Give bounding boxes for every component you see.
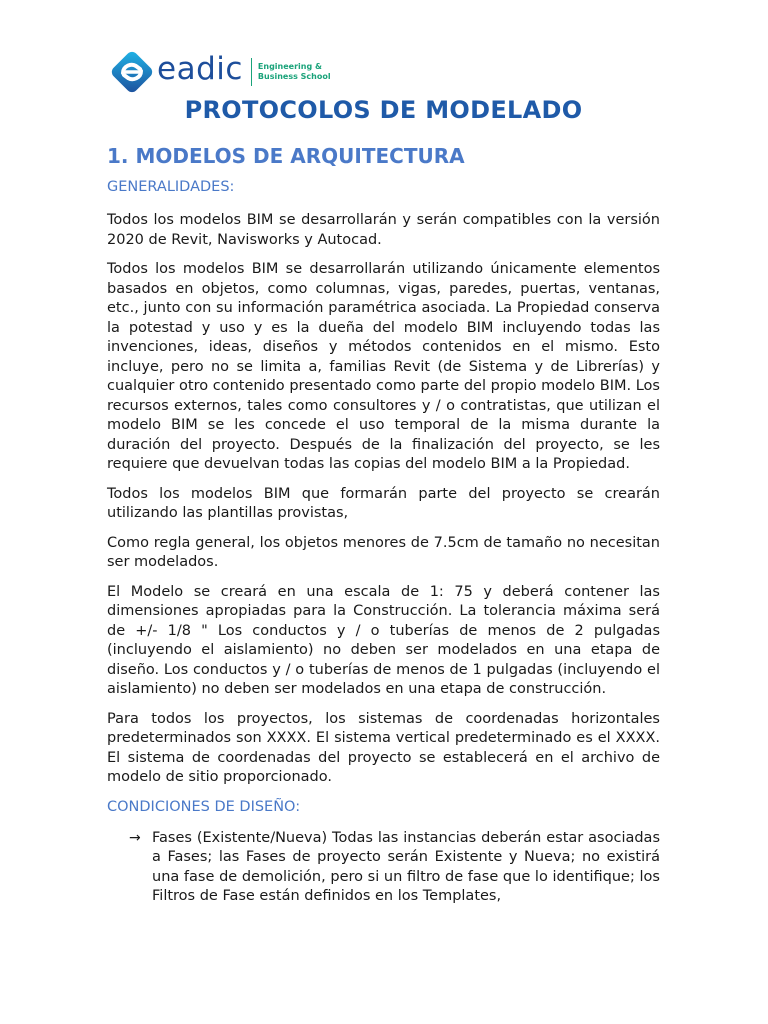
arrow-right-icon: → [129,829,141,846]
paragraph: Todos los modelos BIM se desarrollarán utilizando únicamente elementos basados en objetos, como columnas, vigas, paredes, puertas, ventanas, etc., junto con su información paramétrica asociada. La Propiedad conserva la potestad y uso y es la dueña del modelo BIM incluyendo todas las invenciones, ideas, diseños y métodos contenidos en el mismo. Esto incluye, pero no se limita a, familias Revit (de Sistema y de Librerías) y cualquier otro contenido presentado como parte del propio modelo BIM. Los recursos externos, tales como consultores y / o contratistas, que utilizan el modelo BIM se les concede el uso temporal de la misma durante la duración del proyecto. Después de la finalización del proyecto, se les requiere que devuelvan todas las copias del modelo BIM a la Propiedad. [107,261,660,472]
paragraph: El Modelo se creará en una escala de 1: 75 y deberá contener las dimensiones apropiadas para la Construcción. La tolerancia máxima será de +/- 1/8 " Los conductos y / o tuberías de menos de 2 pulgadas (incluyendo el aislamiento) no deben ser modelados en una etapa de diseño. Los conductos y / o tuberías de menos de 1 pulgadas (incluyendo el aislamiento) no deben ser modelados en una etapa de construcción. [107,583,660,697]
logo-tagline [258,62,331,82]
document-body [107,178,660,907]
bullet-list [107,829,660,907]
subhead-condiciones: CONDICIONES DE DISEÑO: [107,798,301,815]
document-page [107,44,660,904]
list-item [129,829,660,907]
paragraph: Todos los modelos BIM se desarrollarán y serán compatibles con la versión 2020 de Revit, Navisworks y Autocad. [107,212,660,248]
section-title: 1. MODELOS DE ARQUITECTURA [107,144,465,168]
list-item-text: Fases (Existente/Nueva) Todas las instancias deberán estar asociadas a Fases; las Fases de proyecto serán Existente y Nueva; no existirá una fase de demolición, pero si un filtro de fase que lo identifique; los Filtros de Fase están definidos en los Templates, [152,829,660,904]
subhead-generalidades: GENERALIDADES: [107,179,235,195]
logo-separator [251,58,252,86]
document-title: PROTOCOLOS DE MODELADO [184,96,583,124]
eadic-logo [109,44,660,100]
logo-wordmark: eadic [157,50,243,87]
logo-tagline-line2: Business School [257,72,331,81]
eadic-logo-icon [109,49,155,95]
paragraph: Todos los modelos BIM que formarán parte del proyecto se crearán utilizando las plantillas provistas, [107,485,660,521]
paragraph: Como regla general, los objetos menores de 7.5cm de tamaño no necesitan ser modelados. [107,534,660,570]
paragraph: Para todos los proyectos, los sistemas de coordenadas horizontales predeterminados son XXXX. El sistema vertical predeterminado es el XXXX. El sistema de coordenadas del proyecto se establecerá en el archivo de modelo de sitio proporcionado. [107,710,660,785]
logo-tagline-line1: Engineering & [257,62,322,71]
